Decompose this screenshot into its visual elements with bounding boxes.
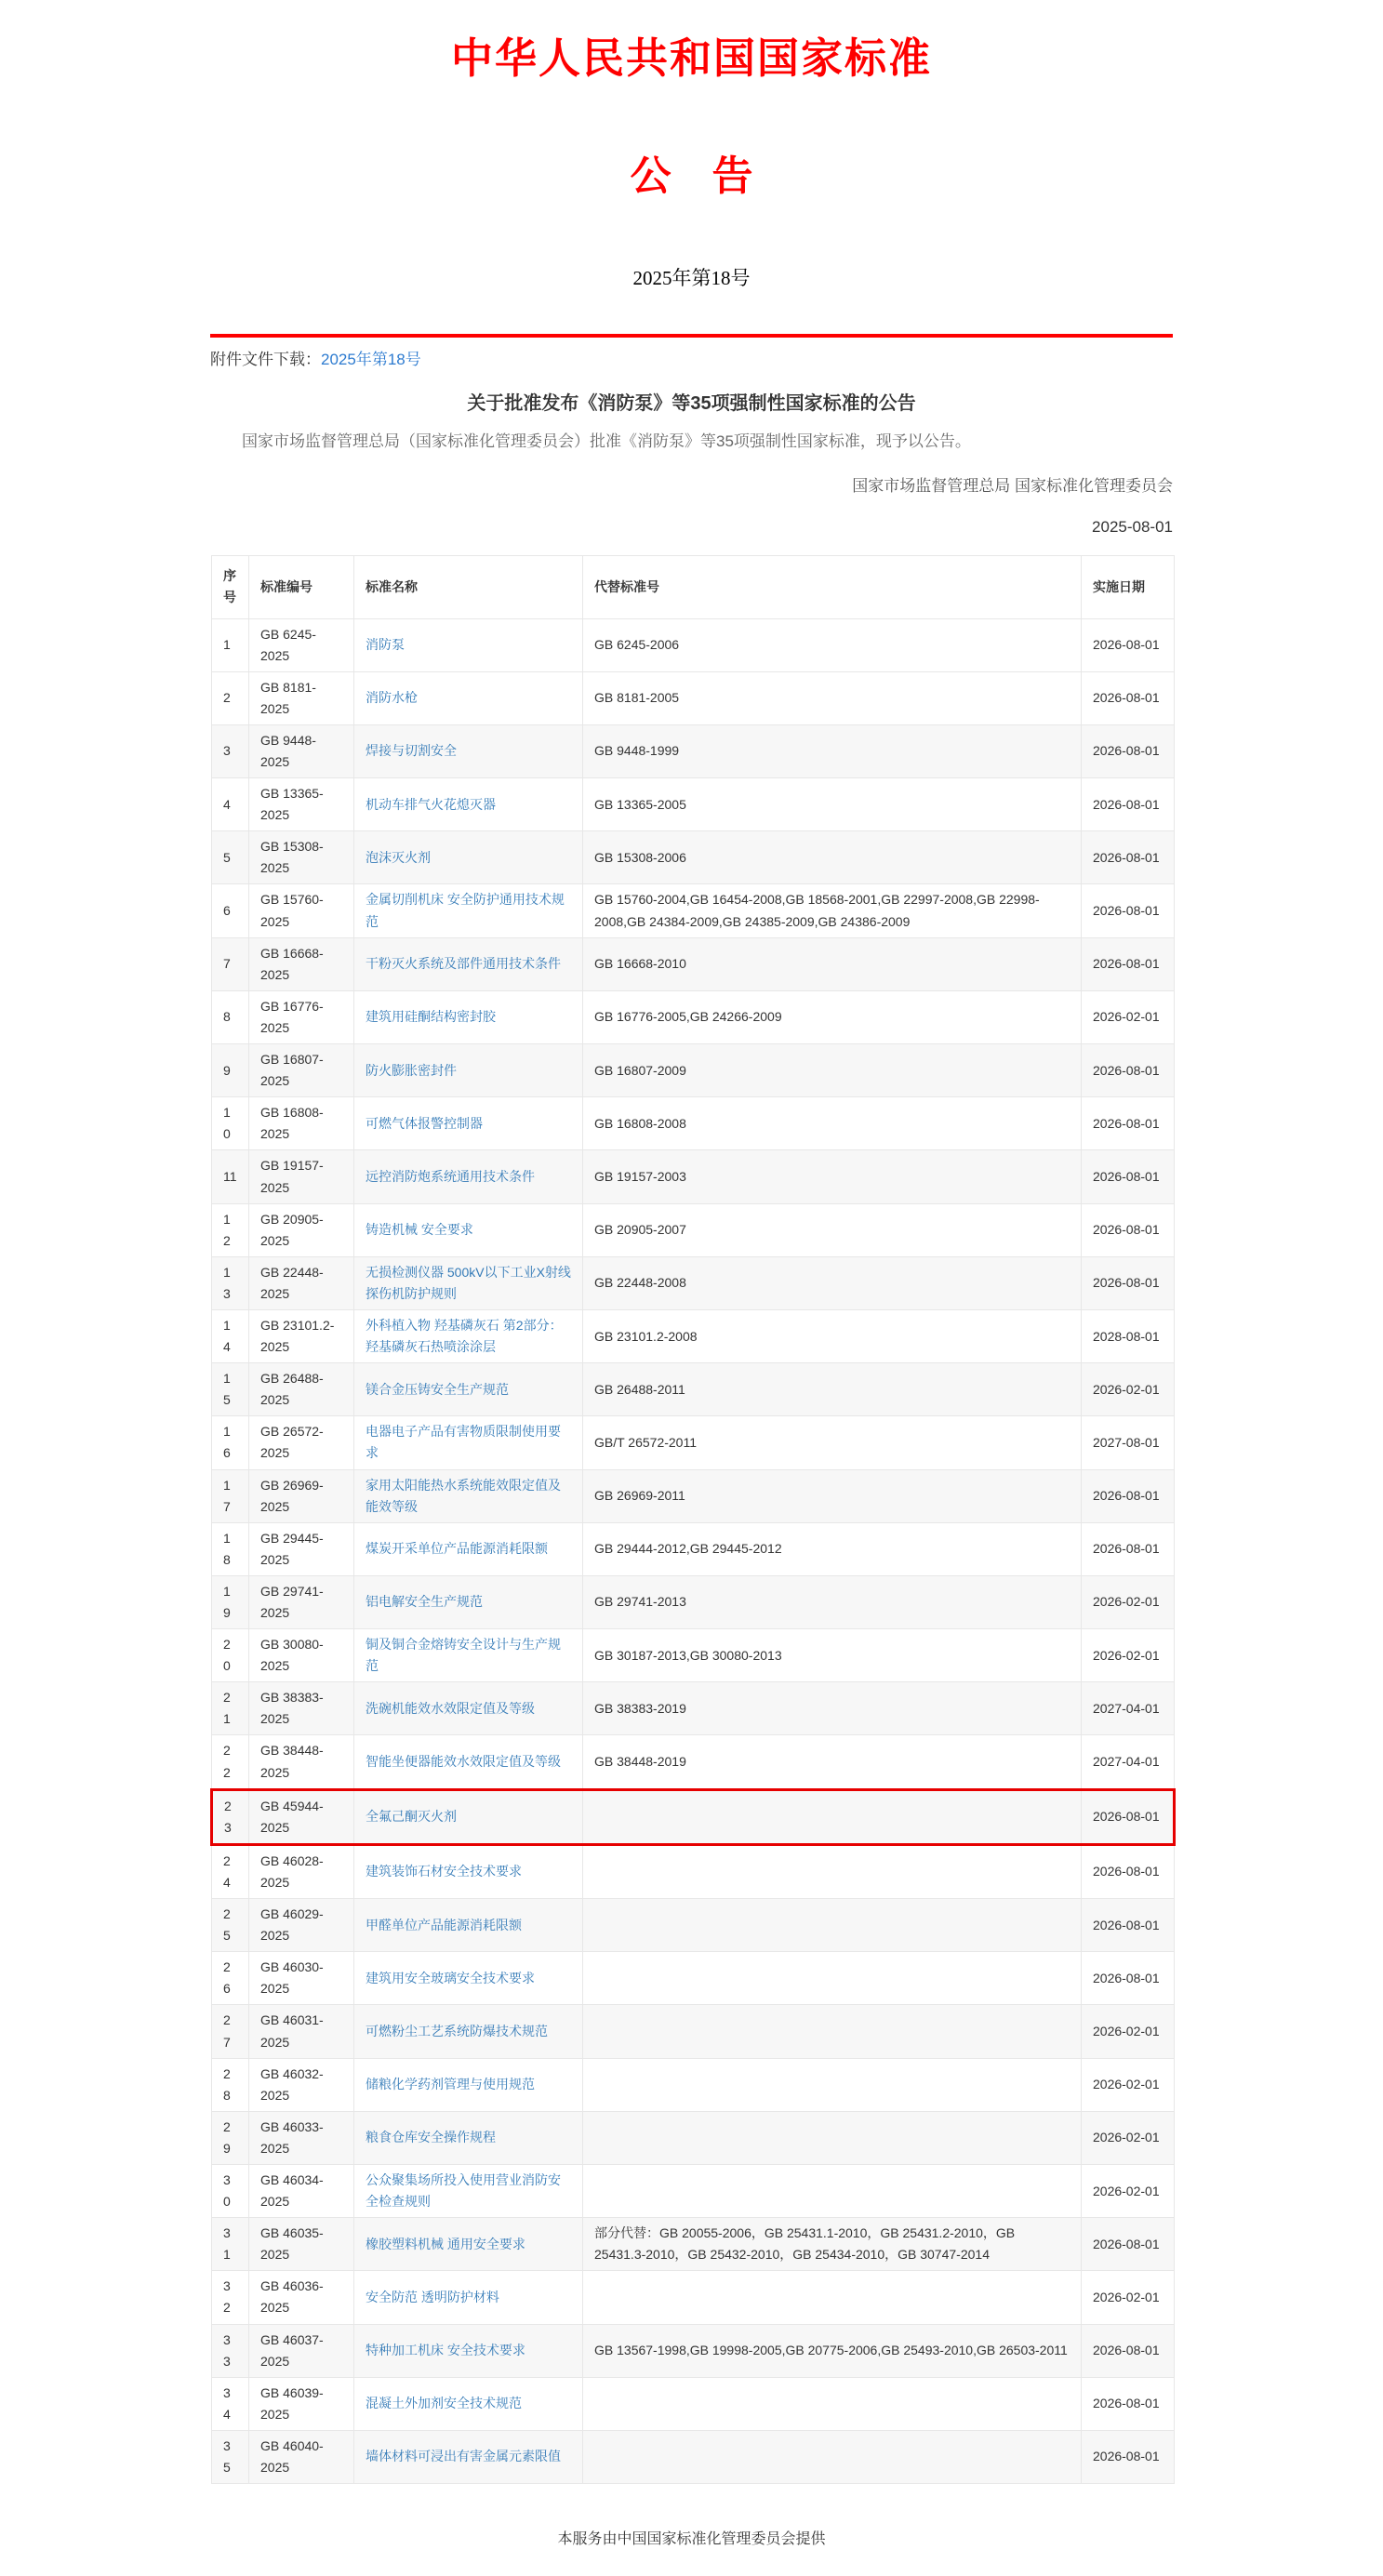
footer-note: 本服务由中国国家标准化管理委员会提供 bbox=[557, 2531, 826, 2548]
cell-code: GB 46028-2025 bbox=[249, 1844, 354, 1898]
cell-code: GB 9448-2025 bbox=[249, 724, 354, 777]
cell-name bbox=[354, 2430, 583, 2483]
cell-date: 2026-08-01 bbox=[1082, 778, 1175, 831]
cell-no: 35 bbox=[212, 2430, 249, 2483]
cell-date: 2026-08-01 bbox=[1082, 2430, 1175, 2483]
cell-code: GB 16776-2025 bbox=[249, 990, 354, 1043]
cell-replaces: GB 29444-2012,GB 29445-2012 bbox=[583, 1522, 1082, 1575]
cell-no: 18 bbox=[212, 1522, 249, 1575]
standard-name-link[interactable]: 外科植入物 羟基磷灰石 第2部分：羟基磷灰石热喷涂涂层 bbox=[366, 1317, 563, 1355]
cell-replaces bbox=[583, 2058, 1082, 2111]
cell-replaces: GB 22448-2008 bbox=[583, 1256, 1082, 1309]
cell-code: GB 29741-2025 bbox=[249, 1575, 354, 1628]
table-row bbox=[212, 618, 1175, 671]
table-row bbox=[212, 1150, 1175, 1203]
cell-no: 32 bbox=[212, 2271, 249, 2324]
cell-name bbox=[354, 1629, 583, 1682]
red-divider bbox=[210, 334, 1173, 338]
cell-code: GB 46039-2025 bbox=[249, 2377, 354, 2430]
cell-name bbox=[354, 1522, 583, 1575]
cell-no: 1 bbox=[212, 618, 249, 671]
cell-no: 10 bbox=[212, 1097, 249, 1150]
cell-date: 2026-08-01 bbox=[1082, 2324, 1175, 2377]
cell-name bbox=[354, 2271, 583, 2324]
cell-date: 2026-08-01 bbox=[1082, 1899, 1175, 1952]
cell-replaces: GB 13365-2005 bbox=[583, 778, 1082, 831]
cell-no: 20 bbox=[212, 1629, 249, 1682]
cell-name bbox=[354, 778, 583, 831]
cell-code: GB 23101.2-2025 bbox=[249, 1309, 354, 1362]
cell-code: GB 46032-2025 bbox=[249, 2058, 354, 2111]
table-row bbox=[212, 1203, 1175, 1256]
cell-name bbox=[354, 2218, 583, 2271]
table-row bbox=[212, 1309, 1175, 1362]
cell-code: GB 16668-2025 bbox=[249, 937, 354, 990]
cell-name bbox=[354, 1203, 583, 1256]
table-row bbox=[212, 2005, 1175, 2058]
table-row bbox=[212, 990, 1175, 1043]
cell-replaces: GB 38383-2019 bbox=[583, 1682, 1082, 1735]
cell-replaces: GB 15760-2004,GB 16454-2008,GB 18568-2001,GB 22997-2008,GB 22998-2008,GB 24384-2009,GB 24385-2009,GB 24386-2009 bbox=[583, 884, 1082, 937]
cell-code: GB 46030-2025 bbox=[249, 1952, 354, 2005]
cell-no: 6 bbox=[212, 884, 249, 937]
cell-code: GB 46035-2025 bbox=[249, 2218, 354, 2271]
cell-name bbox=[354, 618, 583, 671]
cell-replaces: GB 26488-2011 bbox=[583, 1363, 1082, 1416]
standard-name-link[interactable]: 泡沫灭火剂 bbox=[366, 849, 431, 865]
cell-no: 11 bbox=[212, 1150, 249, 1203]
cell-replaces: GB 8181-2005 bbox=[583, 671, 1082, 724]
table-row bbox=[212, 778, 1175, 831]
standard-name-link[interactable]: 可燃气体报警控制器 bbox=[366, 1115, 483, 1131]
table-row bbox=[212, 2111, 1175, 2164]
cell-no: 28 bbox=[212, 2058, 249, 2111]
cell-name bbox=[354, 1044, 583, 1097]
table-row bbox=[212, 1789, 1175, 1844]
cell-name bbox=[354, 884, 583, 937]
standard-name-link[interactable]: 全氟己酮灭火剂 bbox=[366, 1809, 457, 1825]
cell-name bbox=[354, 831, 583, 884]
cell-no: 15 bbox=[212, 1363, 249, 1416]
cell-replaces bbox=[583, 2271, 1082, 2324]
cell-date: 2026-02-01 bbox=[1082, 2005, 1175, 2058]
cell-no: 19 bbox=[212, 1575, 249, 1628]
cell-name bbox=[354, 990, 583, 1043]
header-replaces: 代替标准号 bbox=[583, 556, 1082, 618]
attachment-link[interactable]: 2025年第18号 bbox=[321, 351, 421, 368]
cell-no: 33 bbox=[212, 2324, 249, 2377]
cell-name bbox=[354, 1682, 583, 1735]
cell-code: GB 38448-2025 bbox=[249, 1735, 354, 1789]
cell-no: 17 bbox=[212, 1469, 249, 1522]
cell-code: GB 20905-2025 bbox=[249, 1203, 354, 1256]
standard-name-link[interactable]: 铸造机械 安全要求 bbox=[366, 1222, 473, 1238]
table-row bbox=[212, 1682, 1175, 1735]
cell-code: GB 15760-2025 bbox=[249, 884, 354, 937]
cell-date: 2026-08-01 bbox=[1082, 618, 1175, 671]
cell-date: 2026-02-01 bbox=[1082, 2058, 1175, 2111]
cell-date: 2027-04-01 bbox=[1082, 1735, 1175, 1789]
attachment-label: 附件文件下载： bbox=[210, 351, 321, 368]
cell-no: 21 bbox=[212, 1682, 249, 1735]
cell-no: 27 bbox=[212, 2005, 249, 2058]
table-row bbox=[212, 937, 1175, 990]
cell-replaces bbox=[583, 1899, 1082, 1952]
cell-replaces: GB 38448-2019 bbox=[583, 1735, 1082, 1789]
cell-date: 2026-08-01 bbox=[1082, 2218, 1175, 2271]
cell-no: 34 bbox=[212, 2377, 249, 2430]
standard-name-link[interactable]: 防火膨胀密封件 bbox=[366, 1062, 457, 1078]
cell-name bbox=[354, 1952, 583, 2005]
cell-date: 2026-08-01 bbox=[1082, 1952, 1175, 2005]
table-row bbox=[212, 1363, 1175, 1416]
standard-name-link[interactable]: 镁合金压铸安全生产规范 bbox=[366, 1381, 509, 1397]
cell-date: 2026-08-01 bbox=[1082, 1150, 1175, 1203]
table-row bbox=[212, 2377, 1175, 2430]
cell-code: GB 19157-2025 bbox=[249, 1150, 354, 1203]
cell-no: 25 bbox=[212, 1899, 249, 1952]
standard-name-link[interactable]: 建筑装饰石材安全技术要求 bbox=[366, 1864, 522, 1879]
standard-name-link[interactable]: 无损检测仪器 500kV以下工业X射线探伤机防护规则 bbox=[366, 1264, 571, 1301]
cell-name bbox=[354, 2111, 583, 2164]
cell-replaces: GB 29741-2013 bbox=[583, 1575, 1082, 1628]
cell-name bbox=[354, 1416, 583, 1469]
standard-name-link[interactable]: 远控消防炮系统通用技术条件 bbox=[366, 1168, 535, 1184]
page-title: 中华人民共和国国家标准 bbox=[450, 35, 932, 82]
cell-replaces: GB 30187-2013,GB 30080-2013 bbox=[583, 1629, 1082, 1682]
cell-date: 2026-02-01 bbox=[1082, 1629, 1175, 1682]
table-row bbox=[212, 2058, 1175, 2111]
cell-date: 2026-08-01 bbox=[1082, 671, 1175, 724]
cell-name bbox=[354, 1097, 583, 1150]
cell-name bbox=[354, 2164, 583, 2217]
cell-code: GB 22448-2025 bbox=[249, 1256, 354, 1309]
cell-date: 2026-08-01 bbox=[1082, 884, 1175, 937]
page-subtitle: 公 告 bbox=[630, 153, 753, 199]
standard-name-link[interactable]: 特种加工机床 安全技术要求 bbox=[366, 2343, 525, 2358]
table-row bbox=[212, 671, 1175, 724]
cell-no: 13 bbox=[212, 1256, 249, 1309]
table-row bbox=[212, 2324, 1175, 2377]
cell-date: 2026-08-01 bbox=[1082, 1844, 1175, 1898]
cell-code: GB 38383-2025 bbox=[249, 1682, 354, 1735]
cell-replaces: GB 16668-2010 bbox=[583, 937, 1082, 990]
cell-date: 2027-04-01 bbox=[1082, 1682, 1175, 1735]
cell-date: 2026-08-01 bbox=[1082, 1522, 1175, 1575]
cell-replaces: GB 13567-1998,GB 19998-2005,GB 20775-2006,GB 25493-2010,GB 26503-2011 bbox=[583, 2324, 1082, 2377]
cell-date: 2026-08-01 bbox=[1082, 2377, 1175, 2430]
standard-name-link[interactable]: 焊接与切割安全 bbox=[366, 743, 457, 759]
standard-name-link[interactable]: 金属切削机床 安全防护通用技术规范 bbox=[366, 892, 565, 929]
standard-name-link[interactable]: 储粮化学药剂管理与使用规范 bbox=[366, 2077, 535, 2092]
cell-code: GB 13365-2025 bbox=[249, 778, 354, 831]
header-date: 实施日期 bbox=[1082, 556, 1175, 618]
cell-name bbox=[354, 1575, 583, 1628]
cell-replaces: GB 26969-2011 bbox=[583, 1469, 1082, 1522]
standard-name-link[interactable]: 粮食仓库安全操作规程 bbox=[366, 2130, 496, 2145]
announcement-page bbox=[210, 0, 1173, 2576]
cell-replaces bbox=[583, 1952, 1082, 2005]
cell-name bbox=[354, 2324, 583, 2377]
standard-name-link[interactable]: 煤炭开采单位产品能源消耗限额 bbox=[366, 1541, 548, 1557]
table-row bbox=[212, 1952, 1175, 2005]
cell-name bbox=[354, 1844, 583, 1898]
cell-replaces: GB 16808-2008 bbox=[583, 1097, 1082, 1150]
cell-code: GB 26969-2025 bbox=[249, 1469, 354, 1522]
cell-no: 12 bbox=[212, 1203, 249, 1256]
standard-name-link[interactable]: 干粉灭火系统及部件通用技术条件 bbox=[366, 956, 561, 972]
header-name: 标准名称 bbox=[354, 556, 583, 618]
cell-name bbox=[354, 1363, 583, 1416]
cell-name bbox=[354, 724, 583, 777]
table-row bbox=[212, 1899, 1175, 1952]
standard-name-link[interactable]: 甲醛单位产品能源消耗限额 bbox=[366, 1917, 522, 1932]
table-row bbox=[212, 1097, 1175, 1150]
cell-code: GB 26572-2025 bbox=[249, 1416, 354, 1469]
cell-no: 8 bbox=[212, 990, 249, 1043]
table-row bbox=[212, 724, 1175, 777]
cell-replaces: GB/T 26572-2011 bbox=[583, 1416, 1082, 1469]
cell-name bbox=[354, 1899, 583, 1952]
cell-no: 24 bbox=[212, 1844, 249, 1898]
cell-name bbox=[354, 2377, 583, 2430]
cell-replaces: GB 9448-1999 bbox=[583, 724, 1082, 777]
header-code: 标准编号 bbox=[249, 556, 354, 618]
table-row bbox=[212, 1844, 1175, 1898]
cell-date: 2026-08-01 bbox=[1082, 831, 1175, 884]
cell-replaces: GB 16776-2005,GB 24266-2009 bbox=[583, 990, 1082, 1043]
cell-date: 2026-08-01 bbox=[1082, 1044, 1175, 1097]
cell-date: 2026-08-01 bbox=[1082, 1203, 1175, 1256]
cell-replaces: 部分代替：GB 20055-2006，GB 25431.1-2010，GB 25431.2-2010，GB 25431.3-2010，GB 25432-2010，GB 25434-2010，GB 30747-2014 bbox=[583, 2218, 1082, 2271]
standard-name-link[interactable]: 消防水枪 bbox=[366, 690, 418, 706]
table-row bbox=[212, 1256, 1175, 1309]
standard-name-link[interactable]: 墙体材料可浸出有害金属元素限值 bbox=[366, 2449, 561, 2464]
standard-name-link[interactable]: 铝电解安全生产规范 bbox=[366, 1594, 483, 1610]
cell-name bbox=[354, 2058, 583, 2111]
announcement-title: 关于批准发布《消防泵》等35项强制性国家标准的公告 bbox=[467, 393, 916, 414]
cell-code: GB 15308-2025 bbox=[249, 831, 354, 884]
standard-name-link[interactable]: 建筑用安全玻璃安全技术要求 bbox=[366, 1970, 535, 1985]
cell-code: GB 46036-2025 bbox=[249, 2271, 354, 2324]
standard-name-link[interactable]: 安全防范 透明防护材料 bbox=[366, 2289, 499, 2304]
table-row bbox=[212, 2164, 1175, 2217]
cell-name bbox=[354, 2005, 583, 2058]
standards-table bbox=[210, 555, 1176, 2484]
cell-date: 2026-02-01 bbox=[1082, 1363, 1175, 1416]
table-row bbox=[212, 2430, 1175, 2483]
cell-code: GB 46033-2025 bbox=[249, 2111, 354, 2164]
cell-date: 2026-08-01 bbox=[1082, 1256, 1175, 1309]
attachment-row bbox=[210, 346, 1173, 369]
standard-name-link[interactable]: 橡胶塑料机械 通用安全要求 bbox=[366, 2236, 525, 2251]
cell-replaces bbox=[583, 2111, 1082, 2164]
standard-name-link[interactable]: 洗碗机能效水效限定值及等级 bbox=[366, 1700, 535, 1716]
cell-name bbox=[354, 1469, 583, 1522]
cell-code: GB 26488-2025 bbox=[249, 1363, 354, 1416]
cell-code: GB 6245-2025 bbox=[249, 618, 354, 671]
cell-replaces bbox=[583, 2005, 1082, 2058]
cell-no: 4 bbox=[212, 778, 249, 831]
cell-code: GB 46029-2025 bbox=[249, 1899, 354, 1952]
cell-no: 9 bbox=[212, 1044, 249, 1097]
cell-no: 16 bbox=[212, 1416, 249, 1469]
header-no: 序号 bbox=[212, 556, 249, 618]
cell-date: 2026-08-01 bbox=[1082, 1789, 1175, 1844]
cell-code: GB 46031-2025 bbox=[249, 2005, 354, 2058]
cell-no: 2 bbox=[212, 671, 249, 724]
cell-name bbox=[354, 671, 583, 724]
cell-code: GB 16807-2025 bbox=[249, 1044, 354, 1097]
cell-name bbox=[354, 1309, 583, 1362]
cell-no: 30 bbox=[212, 2164, 249, 2217]
issue-number: 2025年第18号 bbox=[632, 267, 751, 289]
cell-date: 2026-02-01 bbox=[1082, 2164, 1175, 2217]
cell-code: GB 46034-2025 bbox=[249, 2164, 354, 2217]
standard-name-link[interactable]: 智能坐便器能效水效限定值及等级 bbox=[366, 1754, 561, 1770]
cell-date: 2026-08-01 bbox=[1082, 1097, 1175, 1150]
cell-no: 23 bbox=[212, 1789, 249, 1844]
cell-date: 2026-02-01 bbox=[1082, 2111, 1175, 2164]
cell-replaces: GB 6245-2006 bbox=[583, 618, 1082, 671]
standard-name-link[interactable]: 铜及铜合金熔铸安全设计与生产规范 bbox=[366, 1637, 561, 1674]
cell-date: 2028-08-01 bbox=[1082, 1309, 1175, 1362]
cell-date: 2026-02-01 bbox=[1082, 990, 1175, 1043]
cell-date: 2026-08-01 bbox=[1082, 1469, 1175, 1522]
standard-name-link[interactable]: 机动车排气火花熄灭器 bbox=[366, 796, 496, 812]
table-row bbox=[212, 1469, 1175, 1522]
standard-name-link[interactable]: 公众聚集场所投入使用营业消防安全检查规则 bbox=[366, 2171, 561, 2210]
table-row bbox=[212, 1735, 1175, 1789]
cell-no: 29 bbox=[212, 2111, 249, 2164]
cell-date: 2027-08-01 bbox=[1082, 1416, 1175, 1469]
cell-code: GB 16808-2025 bbox=[249, 1097, 354, 1150]
standard-name-link[interactable]: 家用太阳能热水系统能效限定值及能效等级 bbox=[366, 1477, 561, 1514]
table-row bbox=[212, 831, 1175, 884]
cell-date: 2026-08-01 bbox=[1082, 724, 1175, 777]
cell-replaces: GB 20905-2007 bbox=[583, 1203, 1082, 1256]
cell-replaces bbox=[583, 2430, 1082, 2483]
cell-no: 31 bbox=[212, 2218, 249, 2271]
issuing-authorities: 国家市场监督管理总局 国家标准化管理委员会 bbox=[852, 477, 1173, 496]
cell-no: 22 bbox=[212, 1735, 249, 1789]
table-row bbox=[212, 1416, 1175, 1469]
cell-date: 2026-02-01 bbox=[1082, 2271, 1175, 2324]
cell-name bbox=[354, 1735, 583, 1789]
cell-replaces: GB 15308-2006 bbox=[583, 831, 1082, 884]
cell-no: 3 bbox=[212, 724, 249, 777]
table-row bbox=[212, 2271, 1175, 2324]
cell-code: GB 8181-2025 bbox=[249, 671, 354, 724]
cell-no: 5 bbox=[212, 831, 249, 884]
cell-replaces: GB 23101.2-2008 bbox=[583, 1309, 1082, 1362]
standard-name-link[interactable]: 建筑用硅酮结构密封胶 bbox=[366, 1009, 496, 1025]
cell-date: 2026-02-01 bbox=[1082, 1575, 1175, 1628]
cell-replaces bbox=[583, 1789, 1082, 1844]
cell-code: GB 29445-2025 bbox=[249, 1522, 354, 1575]
table-header-row bbox=[212, 556, 1175, 618]
cell-code: GB 45944-2025 bbox=[249, 1789, 354, 1844]
table-row bbox=[212, 1629, 1175, 1682]
cell-replaces: GB 19157-2003 bbox=[583, 1150, 1082, 1203]
cell-no: 7 bbox=[212, 937, 249, 990]
table-row bbox=[212, 2218, 1175, 2271]
cell-code: GB 46037-2025 bbox=[249, 2324, 354, 2377]
table-row bbox=[212, 1575, 1175, 1628]
table-row bbox=[212, 1522, 1175, 1575]
standard-name-link[interactable]: 电器电子产品有害物质限制使用要求 bbox=[366, 1424, 561, 1461]
cell-replaces bbox=[583, 1844, 1082, 1898]
standard-name-link[interactable]: 混凝土外加剂安全技术规范 bbox=[366, 2396, 522, 2411]
cell-name bbox=[354, 1789, 583, 1844]
cell-date: 2026-08-01 bbox=[1082, 937, 1175, 990]
cell-no: 26 bbox=[212, 1952, 249, 2005]
cell-name bbox=[354, 1150, 583, 1203]
publish-date: 2025-08-01 bbox=[1092, 518, 1173, 537]
cell-replaces bbox=[583, 2377, 1082, 2430]
standard-name-link[interactable]: 消防泵 bbox=[366, 637, 405, 653]
cell-no: 14 bbox=[212, 1309, 249, 1362]
cell-code: GB 30080-2025 bbox=[249, 1629, 354, 1682]
announcement-body: 国家市场监督管理总局（国家标准化管理委员会）批准《消防泵》等35项强制性国家标准，现予以公告。 bbox=[242, 432, 971, 450]
cell-replaces bbox=[583, 2164, 1082, 2217]
cell-code: GB 46040-2025 bbox=[249, 2430, 354, 2483]
table-row bbox=[212, 884, 1175, 937]
cell-name bbox=[354, 937, 583, 990]
standard-name-link[interactable]: 可燃粉尘工艺系统防爆技术规范 bbox=[366, 2023, 548, 2038]
cell-name bbox=[354, 1256, 583, 1309]
cell-replaces: GB 16807-2009 bbox=[583, 1044, 1082, 1097]
table-row bbox=[212, 1044, 1175, 1097]
